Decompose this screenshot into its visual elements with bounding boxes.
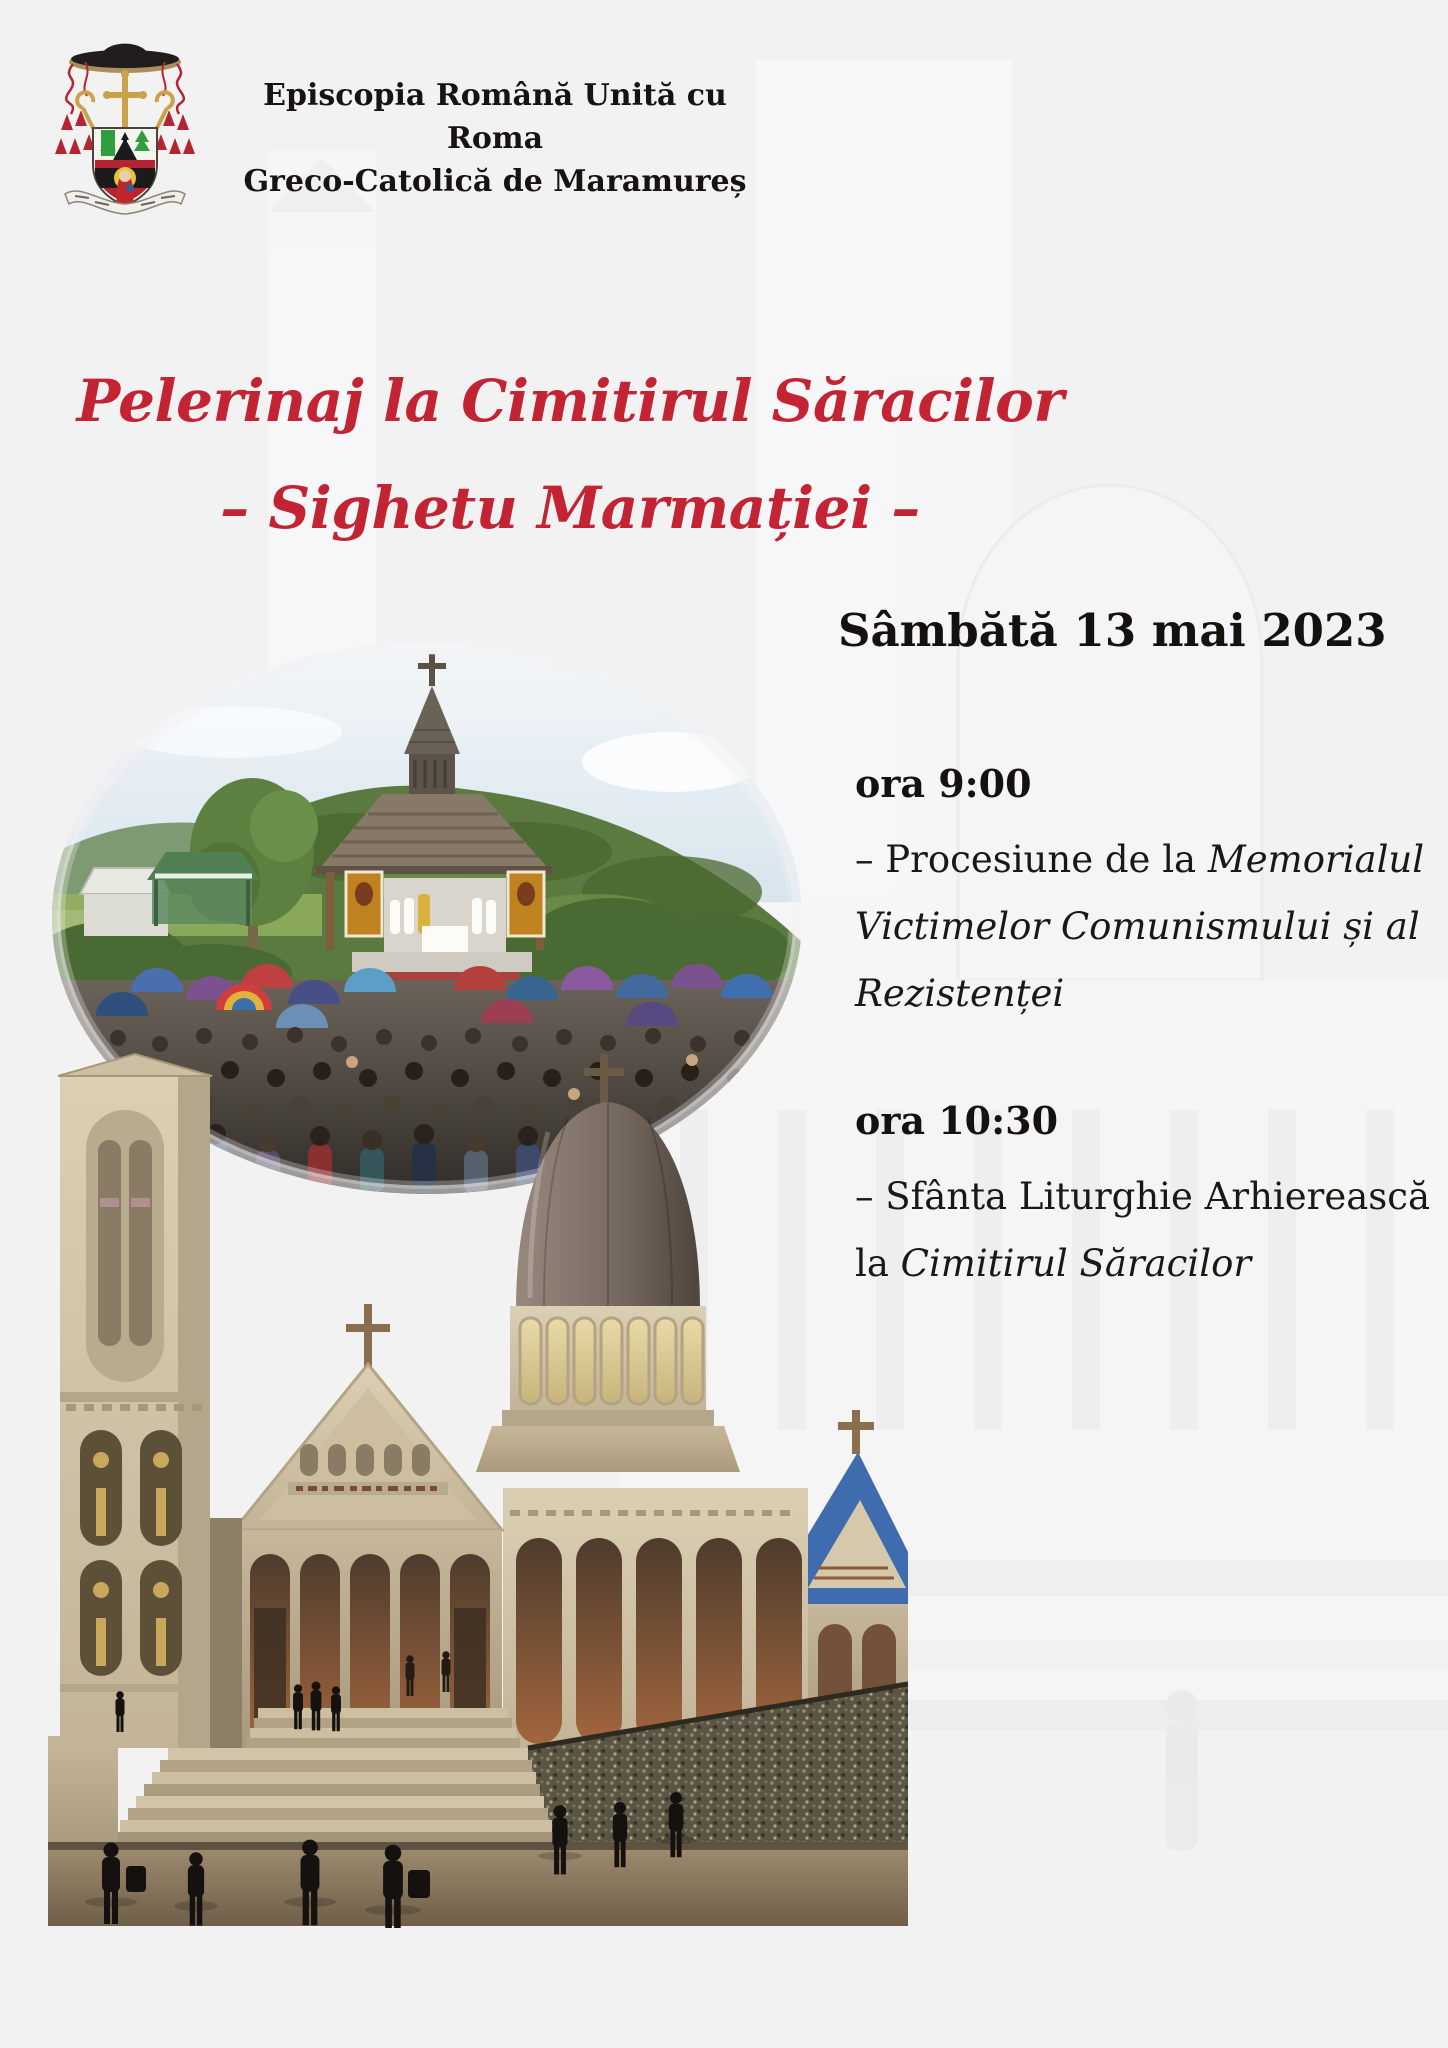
schedule-text-emphasis: Rezistenței <box>855 972 1065 1015</box>
bell-tower <box>58 1054 242 1748</box>
event-title-line1: Pelerinaj la Cimitirul Săracilor <box>76 367 1064 435</box>
event-title <box>0 348 1140 562</box>
organization-name-line2: Greco-Catolică de Maramureș <box>243 164 747 199</box>
schedule-line <box>855 826 1430 893</box>
schedule-text-emphasis: Memorialul <box>1207 838 1425 881</box>
organization-name <box>225 74 765 203</box>
schedule-item-morning <box>855 758 1430 1027</box>
schedule-line <box>855 893 1430 960</box>
schedule-text-emphasis: Victimelor Comunismului și al <box>855 905 1420 948</box>
event-schedule <box>855 758 1430 1365</box>
organization-name-line1: Episcopia Română Unită cu Roma <box>263 78 727 156</box>
main-facade <box>234 1304 502 1748</box>
schedule-time: ora 10:30 <box>855 1098 1059 1143</box>
schedule-line <box>855 1230 1430 1297</box>
schedule-text: – Procesiune de la <box>855 838 1208 881</box>
schedule-text: – Sfânta Liturghie Arhierească <box>855 1175 1431 1218</box>
eparchy-coat-of-arms-logo <box>55 36 195 216</box>
schedule-line <box>855 1163 1430 1230</box>
galero-hat-icon <box>69 44 181 73</box>
schedule-item-liturgy <box>855 1095 1430 1297</box>
schedule-line <box>855 960 1430 1027</box>
schedule-text-emphasis: Cimitirul Săracilor <box>900 1242 1252 1285</box>
schedule-text: la <box>855 1242 901 1285</box>
event-date: Sâmbătă 13 mai 2023 <box>838 604 1387 657</box>
schedule-time: ora 9:00 <box>855 761 1032 806</box>
church-dome <box>476 1054 740 1472</box>
cemetery-church-rendering <box>48 1048 908 1928</box>
shield-icon <box>93 128 157 206</box>
event-title-line2: – Sighetu Marmației – <box>220 474 920 542</box>
processional-cross-icon <box>103 70 147 132</box>
